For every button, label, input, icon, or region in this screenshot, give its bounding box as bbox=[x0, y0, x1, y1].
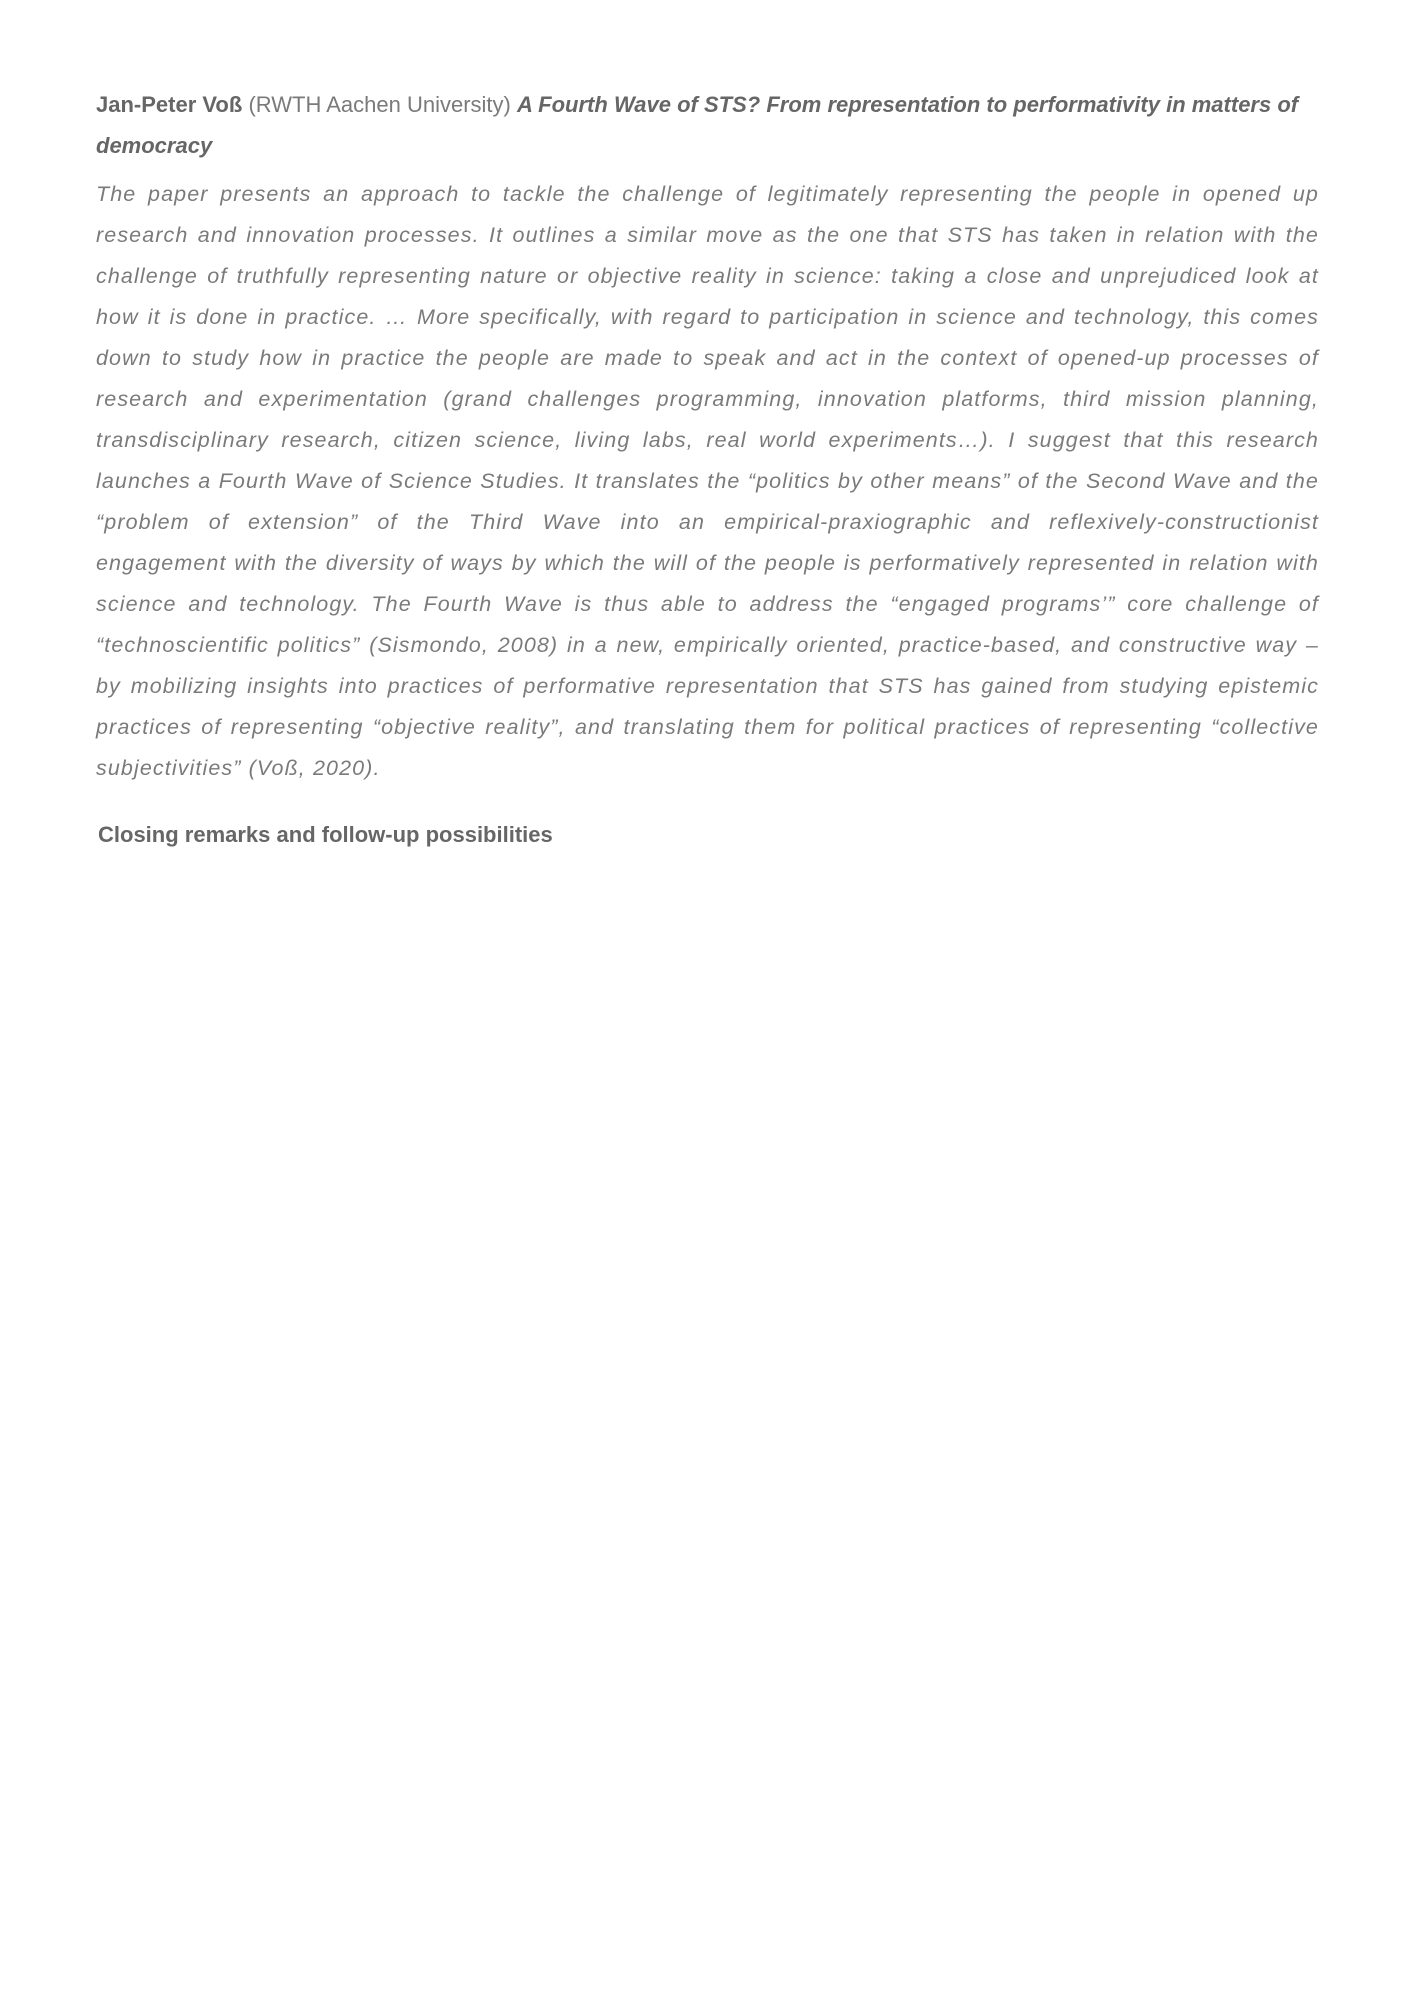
entry-heading bbox=[96, 84, 1319, 166]
document-page bbox=[96, 84, 1319, 850]
talk-title: A Fourth Wave of STS? From representation to performativity in matters of democracy bbox=[96, 92, 1299, 158]
author-affiliation: (RWTH Aachen University) bbox=[248, 92, 511, 117]
abstract-paragraph: The paper presents an approach to tackle the challenge of legitimately representing the people in opened up research and innovation processes. It outlines a similar move as the one that STS has taken in relation with the challenge of truthfully representing nature or objective reality in science: taking a close and unprejudiced look at how it is done in practice. … More specifically, with regard to participation in science and technology, this comes down to study how in practice the people are made to speak and act in the context of opened-up processes of research and experimentation (grand challenges programming, innovation platforms, third mission planning, transdisciplinary research, citizen science, living labs, real world experiments…). I suggest that this research launches a Fourth Wave of Science Studies. It translates the “politics by other means” of the Second Wave and the “problem of extension” of the Third Wave into an empirical-praxiographic and reflexively-constructionist engagement with the diversity of ways by which the will of the people is performatively represented in relation with science and technology. The Fourth Wave is thus able to address the “engaged programs’” core challenge of “technoscientific politics” (Sismondo, 2008) in a new, empirically oriented, practice-based, and constructive way – by mobilizing insights into practices of performative representation that STS has gained from studying epistemic practices of representing “objective reality”, and translating them for political practices of representing “collective subjectivities” (Voß, 2020). bbox=[96, 182, 1319, 780]
section-heading: Closing remarks and follow-up possibilities bbox=[98, 822, 553, 847]
author-name: Jan-Peter Voß bbox=[96, 92, 243, 117]
